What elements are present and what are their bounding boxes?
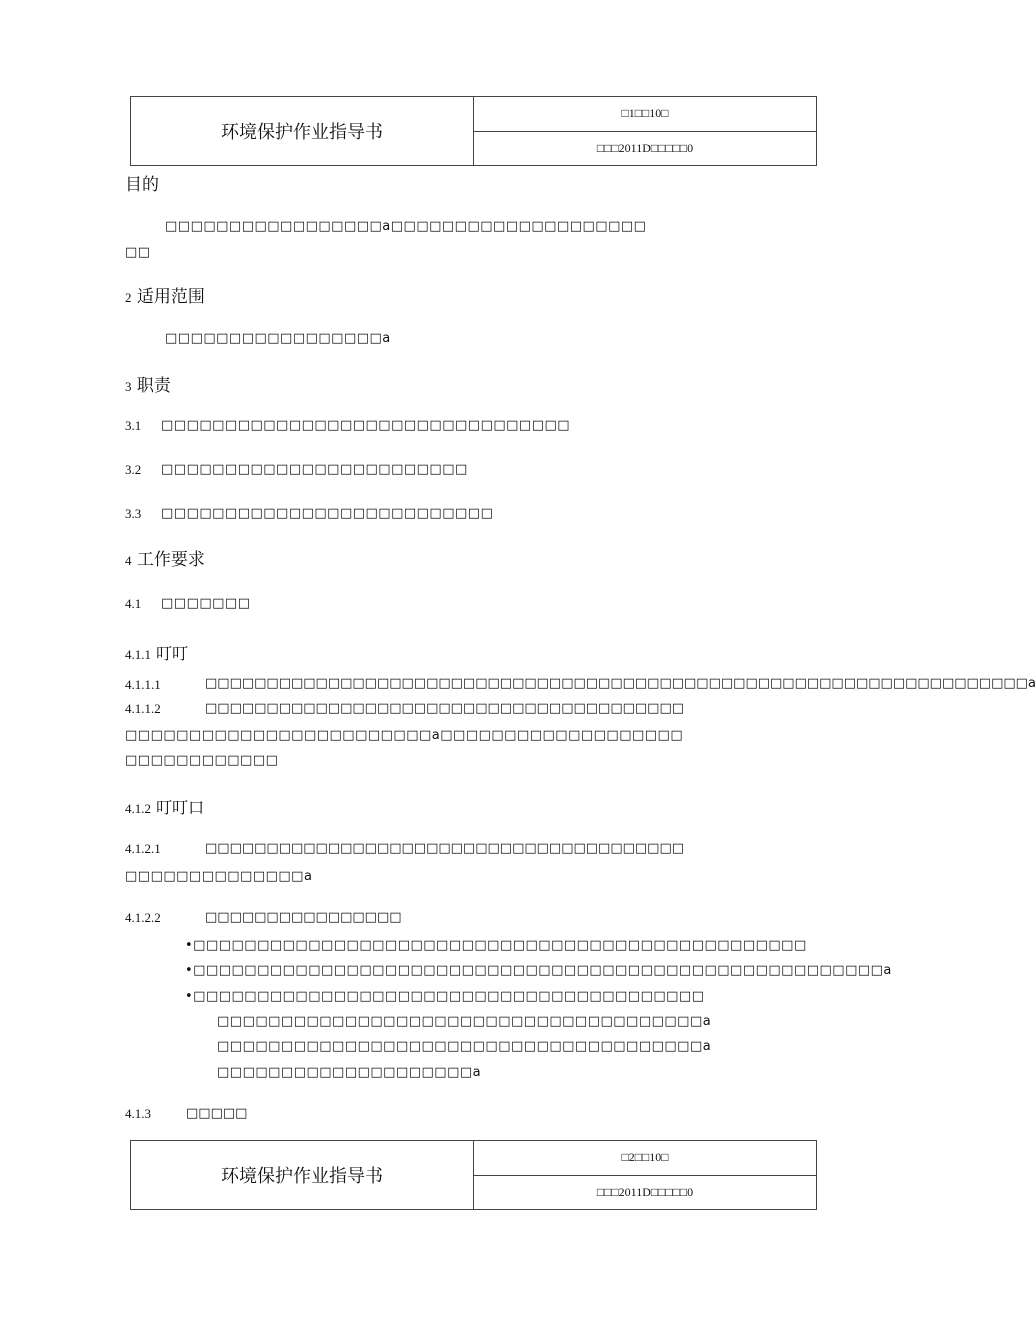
section-2-number: 2	[125, 290, 132, 305]
item-4-1-1-1-number: 4.1.1.1	[125, 677, 161, 692]
subsection-4-1-2-number: 4.1.2	[125, 801, 151, 816]
item-4-1-text: □□□□□□□	[161, 596, 251, 611]
section-1-text-line1: □□□□□□□□□□□□□□□□□a□□□□□□□□□□□□□□□□□□□□	[165, 219, 647, 234]
bullet-item-3-continued-3: □□□□□□□□□□□□□□□□□□□□a	[217, 1065, 482, 1080]
item-3-2-text: □□□□□□□□□□□□□□□□□□□□□□□□	[161, 462, 468, 477]
item-4-1-number: 4.1	[125, 596, 142, 611]
header-table-page-2	[130, 1140, 817, 1210]
page-number: □1□□10□	[474, 97, 817, 132]
bullet-item-3: •□□□□□□□□□□□□□□□□□□□□□□□□□□□□□□□□□□□□□□□□	[185, 989, 705, 1004]
doc-title-page-2: 环境保护作业指导书	[131, 1141, 474, 1210]
section-3-number: 3	[125, 379, 132, 394]
item-3-1-text: □□□□□□□□□□□□□□□□□□□□□□□□□□□□□□□□	[161, 418, 571, 433]
item-4-1-1-1-text: □□□□□□□□□□□□□□□□□□□□□□□□□□□□□□□□□□□□□□□□□□□□□□□□□□□□□□□□□□□□□□□□□□□a	[205, 676, 1036, 691]
item-4-1-1-2-continued-2: □□□□□□□□□□□□	[125, 753, 279, 768]
item-4-1-2-1-text: □□□□□□□□□□□□□□□□□□□□□□□□□□□□□□□□□□□□□□□	[205, 841, 685, 856]
item-4-1-1-2-number: 4.1.1.2	[125, 701, 161, 716]
bullet-item-2: •□□□□□□□□□□□□□□□□□□□□□□□□□□□□□□□□□□□□□□□□□□□□□□□□□□□□□□a	[185, 963, 892, 978]
section-4-title: 工作要求	[136, 550, 205, 570]
section-1-text-line2: □□	[125, 245, 151, 260]
item-4-1-3-number: 4.1.3	[125, 1106, 151, 1121]
version-info-page-2: □□□2011D□□□□□0	[474, 1175, 817, 1210]
section-2-heading	[125, 282, 205, 307]
item-4-1-1-2-text: □□□□□□□□□□□□□□□□□□□□□□□□□□□□□□□□□□□□□□□	[205, 701, 685, 716]
subsection-4-1-1-heading	[125, 641, 188, 664]
item-3-1-number: 3.1	[125, 418, 142, 433]
doc-title: 环境保护作业指导书	[131, 97, 474, 166]
item-3-3-number: 3.3	[125, 506, 142, 521]
subsection-4-1-1-title: 叮叮	[156, 644, 189, 663]
section-2-title: 适用范围	[136, 287, 205, 307]
item-4-1-2-2-number: 4.1.2.2	[125, 910, 161, 925]
section-3-heading	[125, 371, 171, 396]
subsection-4-1-2-heading	[125, 795, 204, 818]
item-4-1-1-2-continued-1: □□□□□□□□□□□□□□□□□□□□□□□□a□□□□□□□□□□□□□□□□□□□	[125, 728, 684, 743]
item-4-1-3-text: □□□□□	[186, 1106, 248, 1121]
section-1-title: 目的	[125, 175, 159, 195]
version-info: □□□2011D□□□□□0	[474, 131, 817, 166]
item-3-3-text: □□□□□□□□□□□□□□□□□□□□□□□□□□	[161, 506, 494, 521]
item-4-1-2-1-continued: □□□□□□□□□□□□□□a	[125, 869, 313, 884]
bullet-item-3-continued-2: □□□□□□□□□□□□□□□□□□□□□□□□□□□□□□□□□□□□□□a	[217, 1039, 712, 1054]
item-3-2-number: 3.2	[125, 462, 142, 477]
section-3-title: 职责	[136, 376, 171, 396]
section-4-number: 4	[125, 553, 132, 568]
item-4-1-2-1-number: 4.1.2.1	[125, 841, 161, 856]
section-1-heading	[125, 170, 159, 195]
section-4-heading	[125, 545, 205, 570]
bullet-item-3-continued-1: □□□□□□□□□□□□□□□□□□□□□□□□□□□□□□□□□□□□□□a	[217, 1014, 712, 1029]
subsection-4-1-2-title: 叮叮口	[156, 798, 205, 817]
section-2-text: □□□□□□□□□□□□□□□□□a	[165, 331, 391, 346]
item-4-1-2-2-text: □□□□□□□□□□□□□□□□	[205, 910, 402, 925]
subsection-4-1-1-number: 4.1.1	[125, 647, 151, 662]
page-number-page-2: □2□□10□	[474, 1141, 817, 1176]
header-table-top	[130, 96, 817, 166]
bullet-item-1: •□□□□□□□□□□□□□□□□□□□□□□□□□□□□□□□□□□□□□□□□□□□□□□□□	[185, 938, 807, 953]
